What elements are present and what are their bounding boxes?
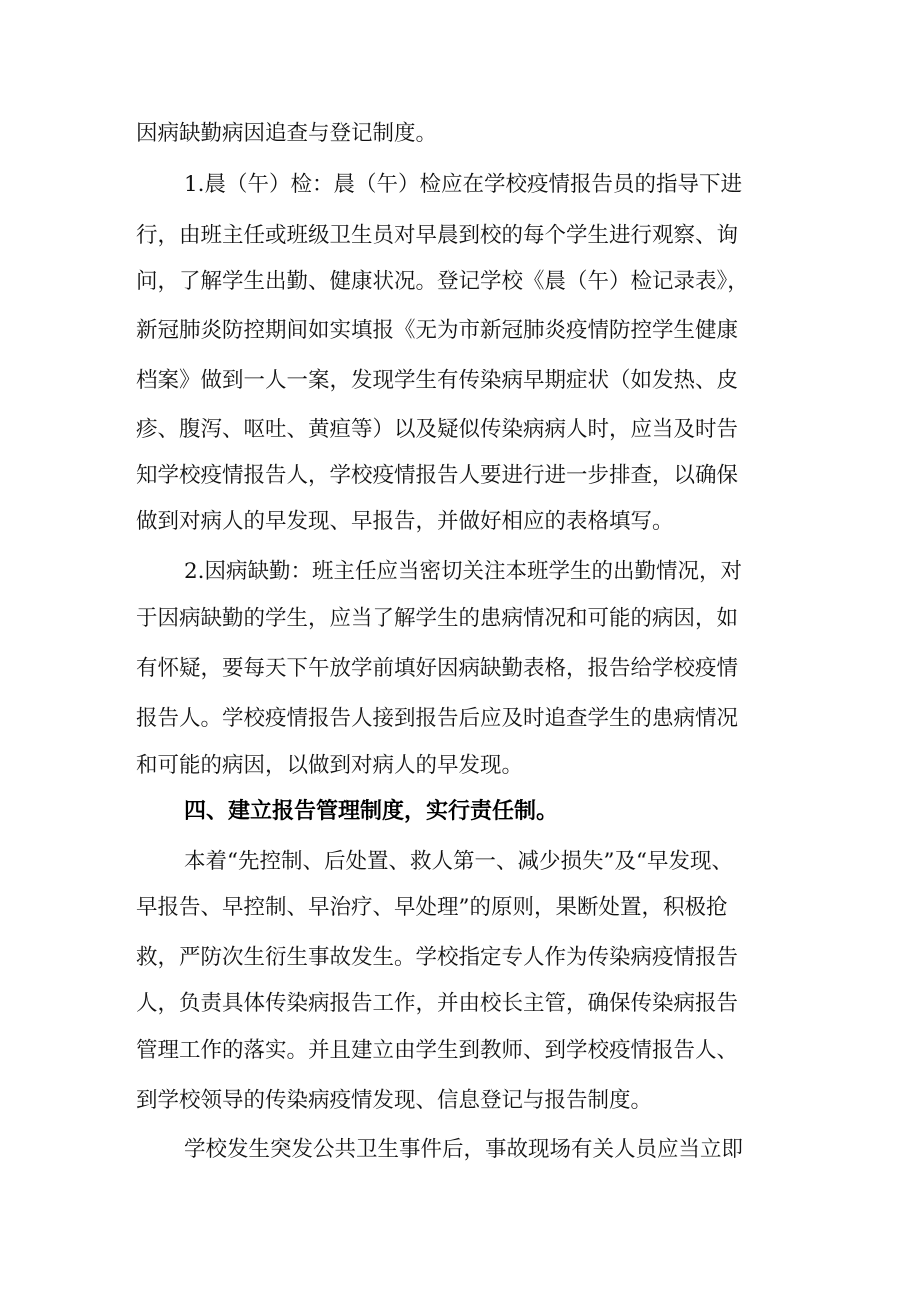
paragraph-line: 2.因病缺勤：班主任应当密切关注本班学生的出勤情况，对 [184, 559, 743, 584]
paragraph-line: 问，了解学生出勤、健康状况。登记学校《晨（午）检记录表》， [136, 269, 749, 294]
paragraph-line: 到学校领导的传染病疫情发现、信息登记与报告制度。 [136, 1088, 653, 1113]
paragraph-line: 档案》做到一人一案，发现学生有传染病早期症状（如发热、皮 [136, 368, 739, 393]
paragraph-line: 有怀疑，要每天下午放学前填好因病缺勤表格，报告给学校疫情 [136, 656, 739, 681]
paragraph-line: 人，负责具体传染病报告工作，并由校长主管，确保传染病报告 [136, 991, 739, 1016]
paragraph-line: 知学校疫情报告人，学校疫情报告人要进行进一步排查，以确保 [136, 463, 739, 488]
paragraph-line: 管理工作的落实。并且建立由学生到教师、到学校疫情报告人、 [136, 1038, 739, 1063]
paragraph-line: 早报告、早控制、早治疗、早处理”的原则，果断处置，积极抢 [136, 895, 728, 920]
paragraph-line: 新冠肺炎防控期间如实填报《无为市新冠肺炎疫情防控学生健康 [136, 318, 739, 343]
paragraph-line: 1.晨（午）检：晨（午）检应在学校疫情报告员的指导下进 [184, 172, 743, 197]
paragraph-line: 学校发生突发公共卫生事件后，事故现场有关人员应当立即 [184, 1137, 744, 1162]
paragraph-line: 行，由班主任或班级卫生员对早晨到校的每个学生进行观察、询 [136, 223, 739, 248]
paragraph-line: 救，严防次生衍生事故发生。学校指定专人作为传染病疫情报告 [136, 945, 739, 970]
paragraph-line: 报告人。学校疫情报告人接到报告后应及时追查学生的患病情况 [136, 706, 739, 731]
paragraph-line: 做到对病人的早发现、早报告，并做好相应的表格填写。 [136, 509, 674, 534]
paragraph-line: 和可能的病因，以做到对病人的早发现。 [136, 753, 524, 778]
paragraph-line: 本着“先控制、后处置、救人第一、减少损失”及“早发现、 [184, 849, 733, 874]
paragraph-line: 疹、腹泻、呕吐、黄疸等）以及疑似传染病病人时，应当及时告 [136, 417, 739, 442]
paragraph-line: 因病缺勤病因追查与登记制度。 [136, 121, 438, 146]
section-heading: 四、建立报告管理制度，实行责任制。 [184, 799, 559, 824]
paragraph-line: 于因病缺勤的学生，应当了解学生的患病情况和可能的病因，如 [136, 606, 739, 631]
